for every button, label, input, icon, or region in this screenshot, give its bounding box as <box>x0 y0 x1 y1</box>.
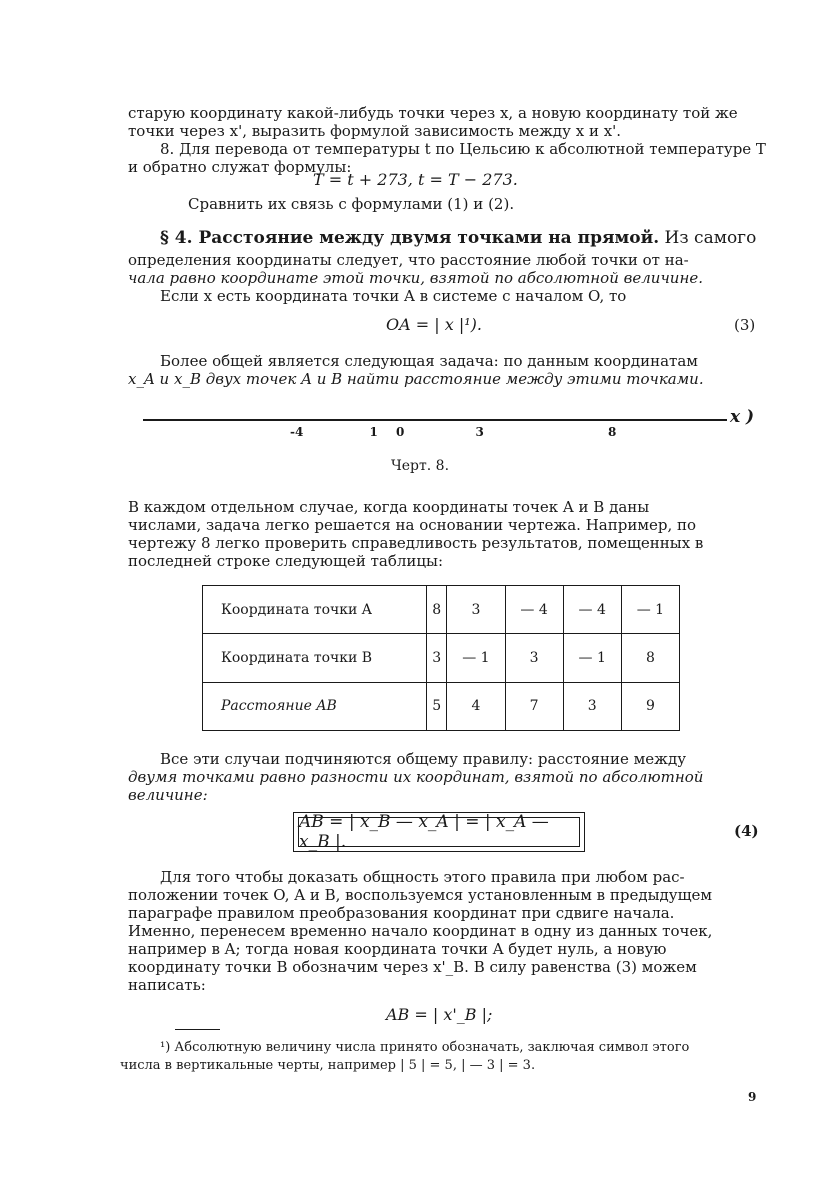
para2-line-6: координату точки B обозначим через x'_B. В силу равенства (3) можем <box>128 958 697 976</box>
section-heading-line <box>160 229 756 247</box>
equation-4-box <box>293 812 585 852</box>
footnote-line-2: числа в вертикальные черты, например | 5 | = 5, | — 3 | = 3. <box>120 1058 536 1073</box>
coordinates-table <box>202 585 680 731</box>
section-line-1: определения координаты следует, что расстояние любой точки от на- <box>128 251 689 269</box>
table-cell: 8 <box>621 634 679 682</box>
exercise-line-1: старую координату какой-либудь точки через x, а новую координату той же <box>128 104 738 122</box>
table-cell: 3 <box>447 586 505 634</box>
footnote-rule <box>175 1029 220 1030</box>
table-cell: 9 <box>621 682 679 730</box>
section-line-3: Если x есть координата точки A в системе с началом O, то <box>160 287 627 305</box>
equation-3: OA = | x |¹). <box>386 315 482 334</box>
temperature-formulas: T = t + 273, t = T − 273. <box>313 170 518 189</box>
table-cell: 3 <box>563 682 621 730</box>
task-line-1: Более общей является следующая задача: по данным координатам <box>160 352 698 370</box>
table-cell: 5 <box>427 682 447 730</box>
equation-5: AB = | x'_B |; <box>386 1005 493 1024</box>
exercise-line-6: Сравнить их связь с формулами (1) и (2). <box>188 195 515 213</box>
table-cell: 3 <box>427 634 447 682</box>
table-cell: — 4 <box>563 586 621 634</box>
para1-line-3: чертежу 8 легко проверить справедливость результатов, помещенных в <box>128 534 704 552</box>
para2-line-1: Для того чтобы доказать общность этого правила при любом рас- <box>160 868 685 886</box>
rule-line-1: Все эти случаи подчиняются общему правилу: расстояние между <box>160 750 687 768</box>
task-line-2: x_A и x_B двух точек A и B найти расстояние между этими точками. <box>128 370 704 388</box>
para2-line-4: Именно, перенесем временно начало координат в одну из данных точек, <box>128 922 713 940</box>
para2-line-5: например в A; тогда новая координата точки A будет нуль, а новую <box>128 940 667 958</box>
footnote-line-1: ¹) Абсолютную величину числа принято обозначать, заключая символ этого <box>160 1040 690 1055</box>
para1-line-4: последней строке следующей таблицы: <box>128 552 444 570</box>
section-intro-rest: Из самого <box>659 228 757 248</box>
equation-4: AB = | x_B — x_A | = | x_A — x_B |. <box>298 817 580 847</box>
number-axis-label: x ) <box>730 407 755 427</box>
section-line-2: чала равно координате этой точки, взятой по абсолютной величине. <box>128 269 703 287</box>
table-cell: 8 <box>427 586 447 634</box>
table-cell: 4 <box>447 682 505 730</box>
exercise-line-3: 8. Для перевода от температуры t по Цельсию к абсолютной температуре T <box>160 140 766 158</box>
axis-tick-label: 0 <box>396 425 405 439</box>
exercise-line-4: и обратно служат формулы: <box>128 158 352 176</box>
table-row <box>203 634 680 682</box>
page-number: 9 <box>748 1090 757 1104</box>
table-cell: — 1 <box>447 634 505 682</box>
para1-line-1: В каждом отдельном случае, когда координаты точек A и B даны <box>128 498 650 516</box>
table-row <box>203 586 680 634</box>
rule-line-2: двумя точками равно разности их координат, взятой по абсолютной <box>128 768 704 786</box>
table-row-label: Координата точки B <box>203 634 427 682</box>
table-cell: — 1 <box>563 634 621 682</box>
number-axis-line <box>143 419 727 421</box>
para2-line-7: написать: <box>128 976 206 994</box>
equation-3-number: (3) <box>734 316 756 334</box>
axis-tick-label: 3 <box>475 425 484 439</box>
axis-tick-label: -4 <box>290 425 304 439</box>
rule-line-3: величине: <box>128 786 208 804</box>
equation-4-number: (4) <box>734 822 759 840</box>
table-row-label: Расстояние AB <box>203 682 427 730</box>
table-cell: 3 <box>505 634 563 682</box>
table-row <box>203 682 680 730</box>
table-cell: — 4 <box>505 586 563 634</box>
section-heading: § 4. Расстояние между двумя точками на прямой. <box>160 228 660 248</box>
axis-tick-label: 8 <box>608 425 617 439</box>
para2-line-3: параграфе правилом преобразования координат при сдвиге начала. <box>128 904 675 922</box>
table-cell: — 1 <box>621 586 679 634</box>
axis-tick-label: 1 <box>369 425 378 439</box>
table-cell: 7 <box>505 682 563 730</box>
para2-line-2: положении точек O, A и B, воспользуемся установленным в предыдущем <box>128 886 713 904</box>
para1-line-2: числами, задача легко решается на основании чертежа. Например, по <box>128 516 697 534</box>
exercise-line-2: точки через x', выразить формулой зависимость между x и x'. <box>128 122 622 140</box>
figure-caption: Черт. 8. <box>390 458 450 474</box>
table-row-label: Координата точки A <box>203 586 427 634</box>
